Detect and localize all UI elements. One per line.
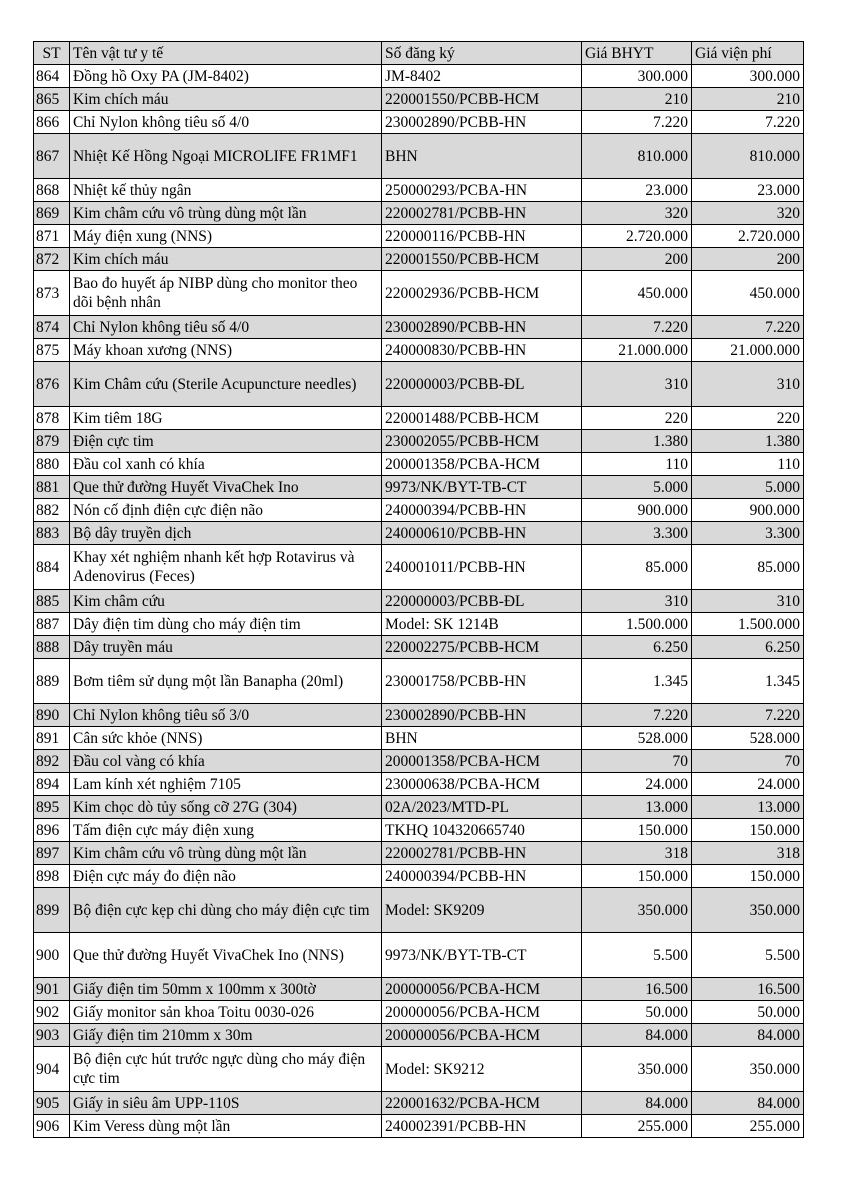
cell-name: Kim chích máu: [70, 248, 382, 271]
cell-registration: TKHQ 104320665740: [382, 819, 582, 842]
cell-name: Kim châm cứu vô trùng dùng một lần: [70, 842, 382, 865]
table-row: [34, 248, 804, 271]
cell-bhyt-price: 13.000: [582, 796, 692, 819]
col-header-stt: ST: [34, 42, 70, 65]
cell-bhyt-price: 150.000: [582, 819, 692, 842]
cell-name: Tấm điện cực máy điện xung: [70, 819, 382, 842]
cell-hospital-price: 350.000: [692, 1047, 804, 1092]
table-row: [34, 750, 804, 773]
cell-registration: 220001488/PCBB-HCM: [382, 407, 582, 430]
table-row: [34, 476, 804, 499]
cell-stt: 897: [34, 842, 70, 865]
cell-bhyt-price: 200: [582, 248, 692, 271]
table-row: [34, 704, 804, 727]
cell-hospital-price: 13.000: [692, 796, 804, 819]
cell-name: Nhiệt kế thủy ngân: [70, 179, 382, 202]
table-row: [34, 659, 804, 704]
cell-bhyt-price: 24.000: [582, 773, 692, 796]
cell-hospital-price: 23.000: [692, 179, 804, 202]
cell-registration: 220002936/PCBB-HCM: [382, 271, 582, 316]
table-row: [34, 179, 804, 202]
cell-name: Kim Châm cứu (Sterile Acupuncture needles): [70, 362, 382, 407]
cell-name: Giấy in siêu âm UPP-110S: [70, 1092, 382, 1115]
cell-stt: 881: [34, 476, 70, 499]
cell-registration: 220001550/PCBB-HCM: [382, 248, 582, 271]
cell-hospital-price: 6.250: [692, 636, 804, 659]
cell-name: Bơm tiêm sử dụng một lần Banapha (20ml): [70, 659, 382, 704]
cell-name: Kim châm cứu: [70, 590, 382, 613]
cell-stt: 891: [34, 727, 70, 750]
table-row: [34, 134, 804, 179]
cell-name: Kim Veress dùng một lần: [70, 1115, 382, 1138]
table-row: [34, 1092, 804, 1115]
cell-registration: 02A/2023/MTD-PL: [382, 796, 582, 819]
cell-hospital-price: 110: [692, 453, 804, 476]
cell-name: Chỉ Nylon không tiêu số 3/0: [70, 704, 382, 727]
table-body: [34, 65, 804, 1138]
table-row: [34, 1001, 804, 1024]
table-row: [34, 271, 804, 316]
cell-hospital-price: 2.720.000: [692, 225, 804, 248]
cell-bhyt-price: 220: [582, 407, 692, 430]
cell-name: Giấy monitor sản khoa Toitu 0030-026: [70, 1001, 382, 1024]
cell-hospital-price: 900.000: [692, 499, 804, 522]
cell-bhyt-price: 300.000: [582, 65, 692, 88]
cell-registration: 240000394/PCBB-HN: [382, 499, 582, 522]
cell-registration: 230002890/PCBB-HN: [382, 316, 582, 339]
cell-registration: 230002890/PCBB-HN: [382, 111, 582, 134]
cell-registration: 220001632/PCBA-HCM: [382, 1092, 582, 1115]
cell-bhyt-price: 1.500.000: [582, 613, 692, 636]
cell-bhyt-price: 1.380: [582, 430, 692, 453]
cell-name: Bộ điện cực kẹp chi dùng cho máy điện cực tim: [70, 888, 382, 933]
cell-name: Nón cố định điện cực điện não: [70, 499, 382, 522]
cell-hospital-price: 7.220: [692, 704, 804, 727]
cell-stt: 879: [34, 430, 70, 453]
cell-hospital-price: 310: [692, 590, 804, 613]
cell-hospital-price: 210: [692, 88, 804, 111]
cell-bhyt-price: 2.720.000: [582, 225, 692, 248]
cell-stt: 890: [34, 704, 70, 727]
cell-stt: 880: [34, 453, 70, 476]
col-header-registration: Số đăng ký: [382, 42, 582, 65]
cell-hospital-price: 50.000: [692, 1001, 804, 1024]
cell-stt: 868: [34, 179, 70, 202]
cell-registration: 200001358/PCBA-HCM: [382, 750, 582, 773]
cell-stt: 865: [34, 88, 70, 111]
cell-bhyt-price: 84.000: [582, 1092, 692, 1115]
cell-stt: 902: [34, 1001, 70, 1024]
table-row: [34, 1047, 804, 1092]
cell-bhyt-price: 3.300: [582, 522, 692, 545]
table-row: [34, 407, 804, 430]
table-row: [34, 65, 804, 88]
cell-stt: 899: [34, 888, 70, 933]
cell-bhyt-price: 310: [582, 590, 692, 613]
cell-stt: 896: [34, 819, 70, 842]
cell-name: Đồng hồ Oxy PA (JM-8402): [70, 65, 382, 88]
table-row: [34, 636, 804, 659]
cell-bhyt-price: 70: [582, 750, 692, 773]
cell-bhyt-price: 110: [582, 453, 692, 476]
cell-hospital-price: 21.000.000: [692, 339, 804, 362]
cell-stt: 906: [34, 1115, 70, 1138]
cell-hospital-price: 318: [692, 842, 804, 865]
cell-hospital-price: 70: [692, 750, 804, 773]
cell-registration: 230002055/PCBB-HCM: [382, 430, 582, 453]
cell-stt: 887: [34, 613, 70, 636]
cell-bhyt-price: 50.000: [582, 1001, 692, 1024]
cell-hospital-price: 7.220: [692, 111, 804, 134]
cell-name: Đầu col xanh có khía: [70, 453, 382, 476]
cell-bhyt-price: 84.000: [582, 1024, 692, 1047]
cell-name: Máy điện xung (NNS): [70, 225, 382, 248]
cell-hospital-price: 84.000: [692, 1024, 804, 1047]
cell-name: Dây truyền máu: [70, 636, 382, 659]
cell-hospital-price: 220: [692, 407, 804, 430]
col-header-bhyt-price: Giá BHYT: [582, 42, 692, 65]
cell-name: Bộ điện cực hút trước ngực dùng cho máy điện cực tim: [70, 1047, 382, 1092]
cell-hospital-price: 255.000: [692, 1115, 804, 1138]
cell-bhyt-price: 21.000.000: [582, 339, 692, 362]
table-row: [34, 773, 804, 796]
cell-hospital-price: 350.000: [692, 888, 804, 933]
cell-bhyt-price: 318: [582, 842, 692, 865]
table-row: [34, 316, 804, 339]
table-row: [34, 499, 804, 522]
cell-registration: 220002781/PCBB-HN: [382, 842, 582, 865]
cell-name: Điện cực máy đo điện não: [70, 865, 382, 888]
table-row: [34, 1024, 804, 1047]
table-row: [34, 545, 804, 590]
table-row: [34, 111, 804, 134]
cell-stt: 876: [34, 362, 70, 407]
cell-bhyt-price: 450.000: [582, 271, 692, 316]
cell-stt: 901: [34, 978, 70, 1001]
table-row: [34, 202, 804, 225]
cell-stt: 885: [34, 590, 70, 613]
cell-hospital-price: 310: [692, 362, 804, 407]
cell-stt: 900: [34, 933, 70, 978]
table-row: [34, 453, 804, 476]
cell-registration: Model: SK9212: [382, 1047, 582, 1092]
cell-bhyt-price: 16.500: [582, 978, 692, 1001]
cell-bhyt-price: 6.250: [582, 636, 692, 659]
cell-stt: 869: [34, 202, 70, 225]
cell-registration: 9973/NK/BYT-TB-CT: [382, 933, 582, 978]
table-row: [34, 933, 804, 978]
cell-registration: 240000610/PCBB-HN: [382, 522, 582, 545]
cell-registration: Model: SK9209: [382, 888, 582, 933]
cell-stt: 873: [34, 271, 70, 316]
cell-name: Chỉ Nylon không tiêu số 4/0: [70, 316, 382, 339]
cell-name: Kim châm cứu vô trùng dùng một lần: [70, 202, 382, 225]
table-row: [34, 613, 804, 636]
cell-name: Lam kính xét nghiệm 7105: [70, 773, 382, 796]
col-header-name: Tên vật tư y tế: [70, 42, 382, 65]
cell-stt: 867: [34, 134, 70, 179]
table-row: [34, 590, 804, 613]
cell-name: Kim tiêm 18G: [70, 407, 382, 430]
price-table: [33, 41, 804, 1138]
cell-stt: 866: [34, 111, 70, 134]
cell-registration: 220002275/PCBB-HCM: [382, 636, 582, 659]
cell-registration: 240001011/PCBB-HN: [382, 545, 582, 590]
cell-stt: 883: [34, 522, 70, 545]
cell-registration: 9973/NK/BYT-TB-CT: [382, 476, 582, 499]
cell-stt: 898: [34, 865, 70, 888]
table-row: [34, 727, 804, 750]
cell-registration: 250000293/PCBA-HN: [382, 179, 582, 202]
cell-name: Que thử đường Huyết VivaChek Ino (NNS): [70, 933, 382, 978]
cell-bhyt-price: 150.000: [582, 865, 692, 888]
cell-hospital-price: 150.000: [692, 819, 804, 842]
cell-hospital-price: 7.220: [692, 316, 804, 339]
table-row: [34, 865, 804, 888]
table-row: [34, 888, 804, 933]
cell-stt: 904: [34, 1047, 70, 1092]
cell-registration: BHN: [382, 134, 582, 179]
cell-registration: 230002890/PCBB-HN: [382, 704, 582, 727]
cell-bhyt-price: 350.000: [582, 1047, 692, 1092]
cell-hospital-price: 200: [692, 248, 804, 271]
table-row: [34, 88, 804, 111]
cell-hospital-price: 150.000: [692, 865, 804, 888]
cell-stt: 889: [34, 659, 70, 704]
cell-registration: 200000056/PCBA-HCM: [382, 978, 582, 1001]
cell-bhyt-price: 7.220: [582, 704, 692, 727]
cell-registration: 220001550/PCBB-HCM: [382, 88, 582, 111]
cell-registration: 230000638/PCBA-HCM: [382, 773, 582, 796]
cell-registration: 220000003/PCBB-ĐL: [382, 590, 582, 613]
col-header-hospital-price: Giá viện phí: [692, 42, 804, 65]
cell-name: Dây điện tim dùng cho máy điện tim: [70, 613, 382, 636]
cell-bhyt-price: 23.000: [582, 179, 692, 202]
cell-bhyt-price: 320: [582, 202, 692, 225]
cell-bhyt-price: 810.000: [582, 134, 692, 179]
cell-bhyt-price: 528.000: [582, 727, 692, 750]
cell-stt: 894: [34, 773, 70, 796]
cell-name: Giấy điện tim 50mm x 100mm x 300tờ: [70, 978, 382, 1001]
table-row: [34, 796, 804, 819]
cell-stt: 888: [34, 636, 70, 659]
cell-bhyt-price: 255.000: [582, 1115, 692, 1138]
cell-name: Cân sức khỏe (NNS): [70, 727, 382, 750]
cell-registration: 220002781/PCBB-HN: [382, 202, 582, 225]
table-row: [34, 978, 804, 1001]
cell-hospital-price: 1.500.000: [692, 613, 804, 636]
cell-stt: 895: [34, 796, 70, 819]
cell-hospital-price: 24.000: [692, 773, 804, 796]
cell-hospital-price: 300.000: [692, 65, 804, 88]
cell-bhyt-price: 900.000: [582, 499, 692, 522]
cell-name: Máy khoan xương (NNS): [70, 339, 382, 362]
cell-registration: 230001758/PCBB-HN: [382, 659, 582, 704]
cell-registration: 220000003/PCBB-ĐL: [382, 362, 582, 407]
cell-stt: 884: [34, 545, 70, 590]
cell-bhyt-price: 1.345: [582, 659, 692, 704]
header-row: [34, 42, 804, 65]
cell-name: Khay xét nghiệm nhanh kết hợp Rotavirus và Adenovirus (Feces): [70, 545, 382, 590]
cell-name: Giấy điện tim 210mm x 30m: [70, 1024, 382, 1047]
cell-bhyt-price: 210: [582, 88, 692, 111]
cell-name: Đầu col vàng có khía: [70, 750, 382, 773]
cell-hospital-price: 3.300: [692, 522, 804, 545]
cell-registration: 240000830/PCBB-HN: [382, 339, 582, 362]
cell-hospital-price: 84.000: [692, 1092, 804, 1115]
cell-name: Chỉ Nylon không tiêu số 4/0: [70, 111, 382, 134]
table-row: [34, 430, 804, 453]
cell-name: Bao đo huyết áp NIBP dùng cho monitor theo dõi bệnh nhân: [70, 271, 382, 316]
cell-hospital-price: 320: [692, 202, 804, 225]
cell-stt: 903: [34, 1024, 70, 1047]
cell-hospital-price: 810.000: [692, 134, 804, 179]
cell-stt: 905: [34, 1092, 70, 1115]
cell-bhyt-price: 5.000: [582, 476, 692, 499]
cell-name: Điện cực tim: [70, 430, 382, 453]
cell-registration: 200001358/PCBA-HCM: [382, 453, 582, 476]
cell-stt: 872: [34, 248, 70, 271]
cell-registration: 200000056/PCBA-HCM: [382, 1001, 582, 1024]
cell-name: Kim chọc dò tủy sống cỡ 27G (304): [70, 796, 382, 819]
cell-name: Bộ dây truyền dịch: [70, 522, 382, 545]
cell-bhyt-price: 5.500: [582, 933, 692, 978]
cell-registration: 240002391/PCBB-HN: [382, 1115, 582, 1138]
cell-hospital-price: 5.000: [692, 476, 804, 499]
cell-registration: JM-8402: [382, 65, 582, 88]
cell-bhyt-price: 7.220: [582, 111, 692, 134]
cell-stt: 892: [34, 750, 70, 773]
cell-bhyt-price: 310: [582, 362, 692, 407]
cell-hospital-price: 1.380: [692, 430, 804, 453]
cell-bhyt-price: 7.220: [582, 316, 692, 339]
cell-stt: 875: [34, 339, 70, 362]
cell-hospital-price: 5.500: [692, 933, 804, 978]
cell-registration: 220000116/PCBB-HN: [382, 225, 582, 248]
table-row: [34, 362, 804, 407]
cell-hospital-price: 1.345: [692, 659, 804, 704]
cell-stt: 874: [34, 316, 70, 339]
cell-stt: 882: [34, 499, 70, 522]
cell-registration: 240000394/PCBB-HN: [382, 865, 582, 888]
table-row: [34, 1115, 804, 1138]
cell-name: Que thử đường Huyết VivaChek Ino: [70, 476, 382, 499]
table-row: [34, 522, 804, 545]
cell-name: Nhiệt Kế Hồng Ngoại MICROLIFE FR1MF1: [70, 134, 382, 179]
cell-name: Kim chích máu: [70, 88, 382, 111]
table-row: [34, 339, 804, 362]
cell-registration: Model: SK 1214B: [382, 613, 582, 636]
cell-bhyt-price: 85.000: [582, 545, 692, 590]
cell-hospital-price: 16.500: [692, 978, 804, 1001]
cell-stt: 878: [34, 407, 70, 430]
cell-stt: 864: [34, 65, 70, 88]
cell-bhyt-price: 350.000: [582, 888, 692, 933]
cell-hospital-price: 528.000: [692, 727, 804, 750]
cell-hospital-price: 450.000: [692, 271, 804, 316]
cell-registration: 200000056/PCBA-HCM: [382, 1024, 582, 1047]
cell-registration: BHN: [382, 727, 582, 750]
cell-hospital-price: 85.000: [692, 545, 804, 590]
table-row: [34, 819, 804, 842]
cell-stt: 871: [34, 225, 70, 248]
table-row: [34, 842, 804, 865]
table-row: [34, 225, 804, 248]
